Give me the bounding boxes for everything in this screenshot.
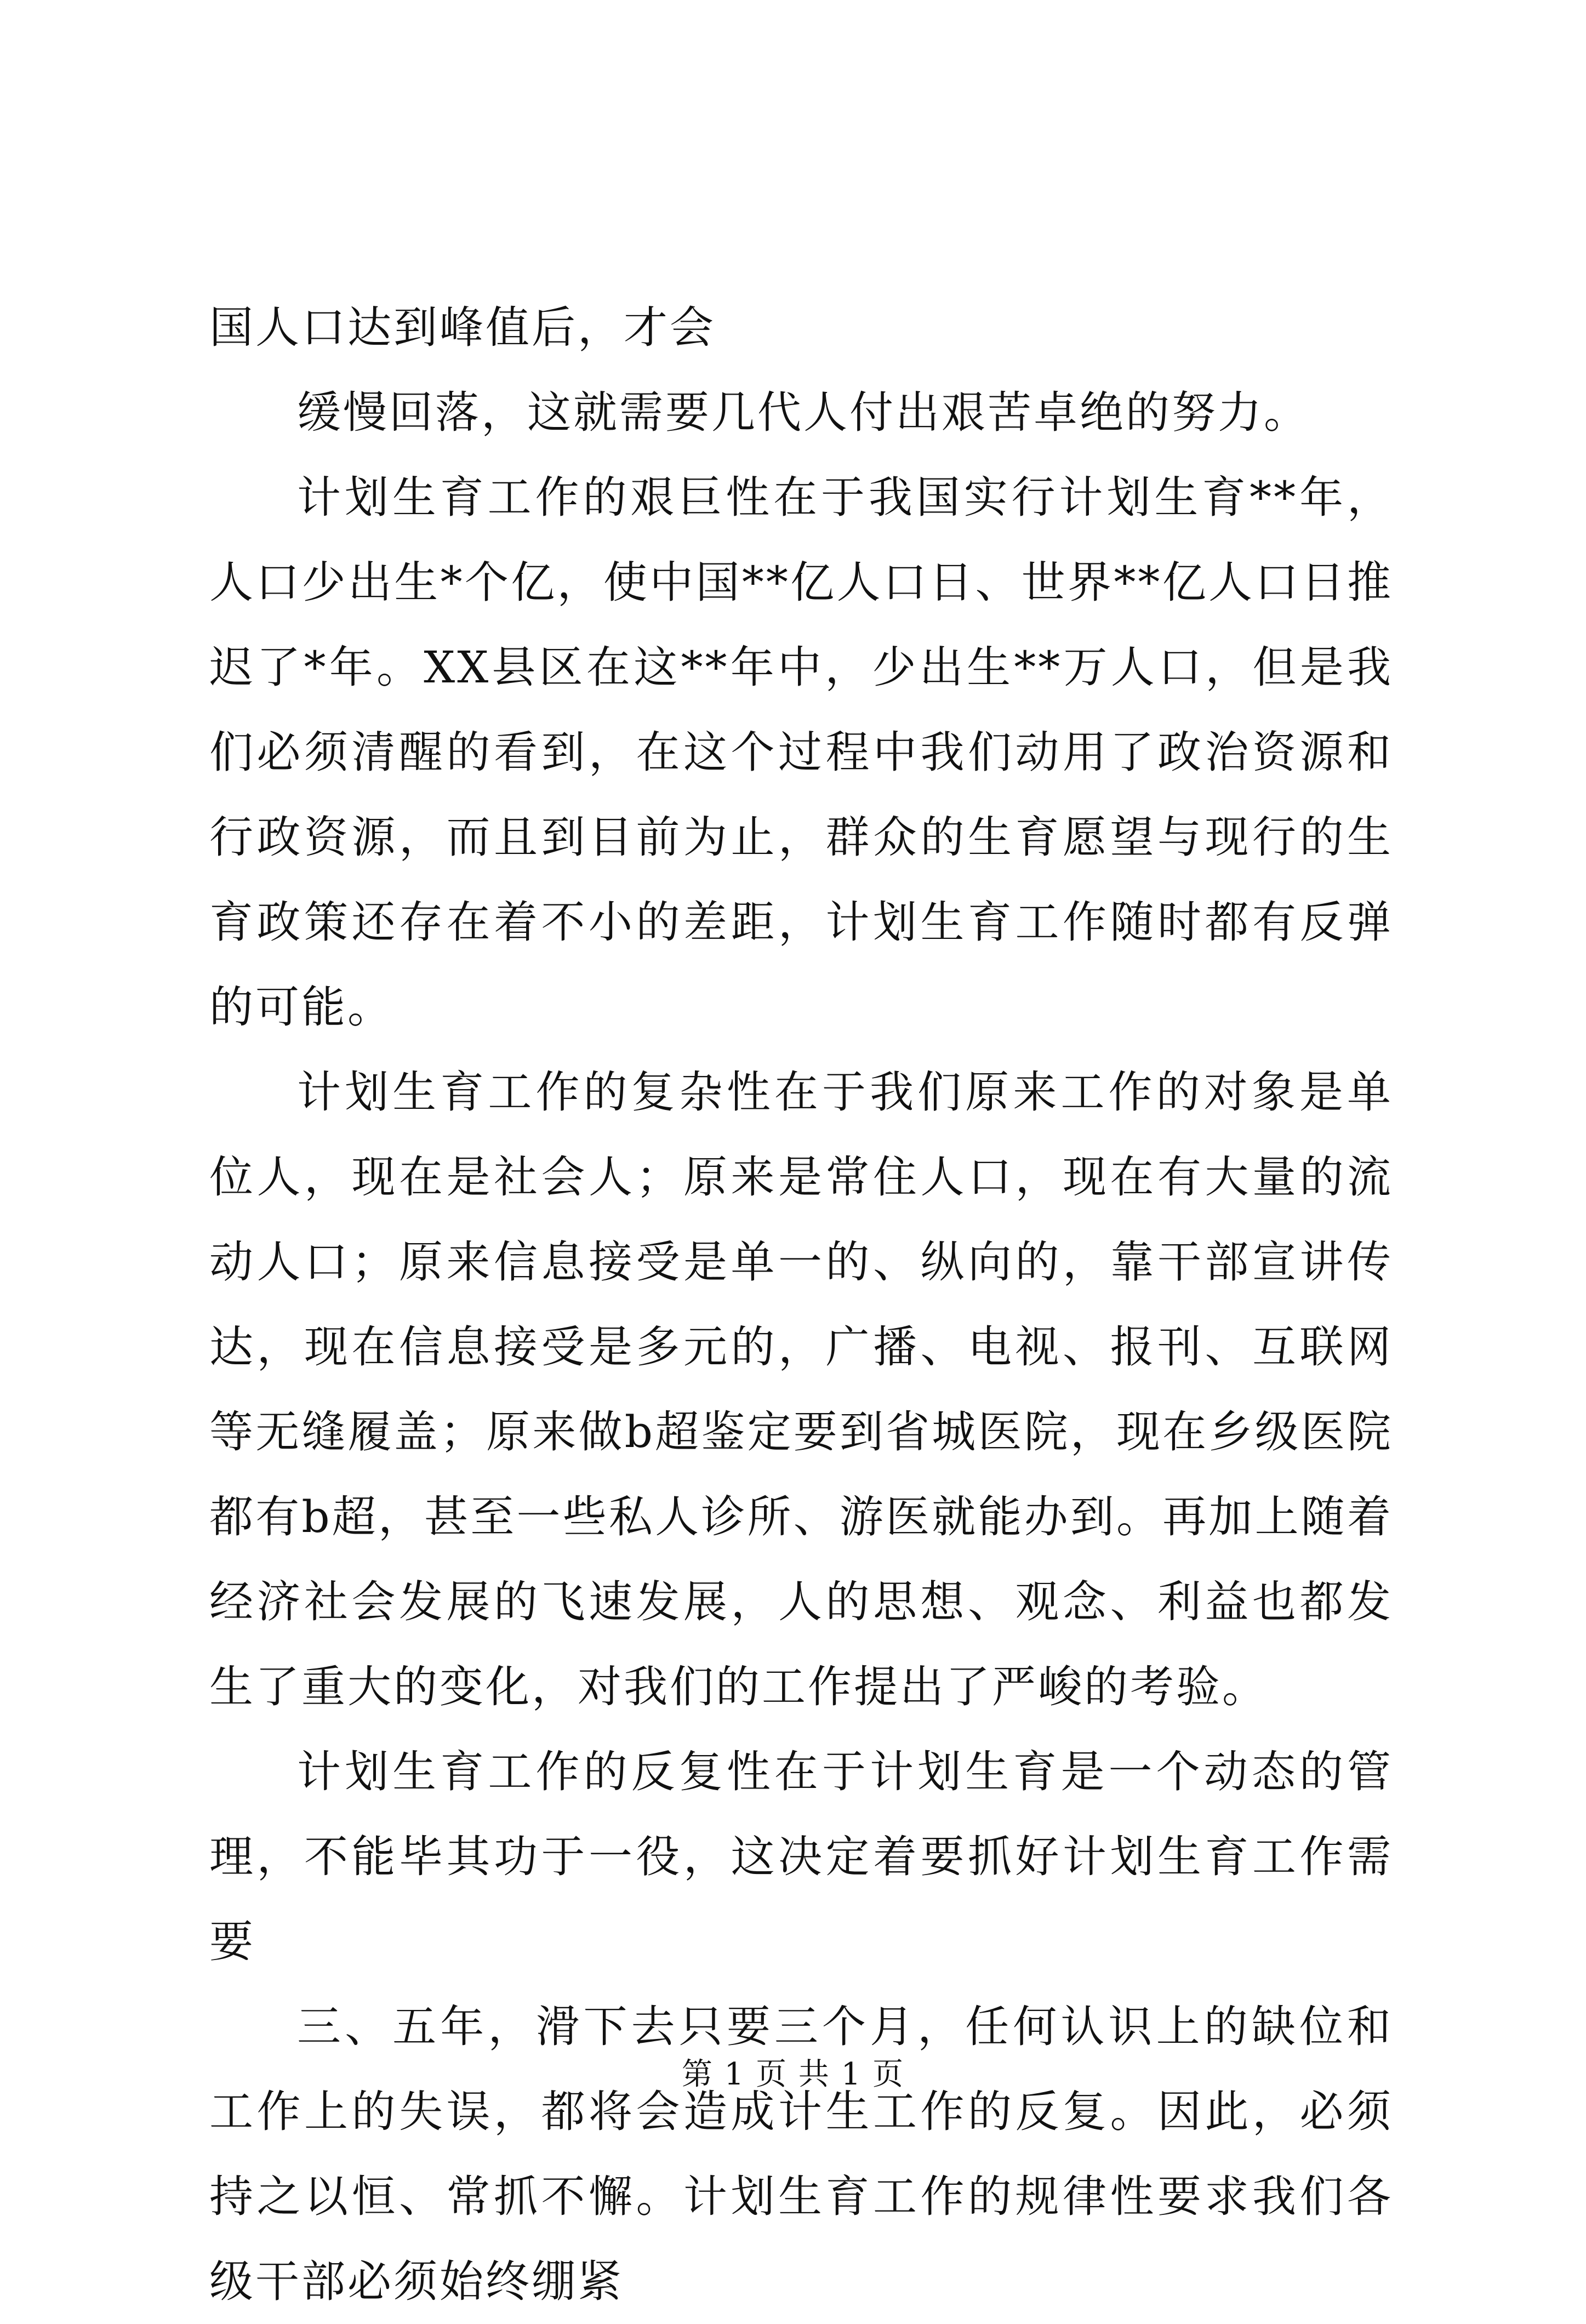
paragraph-1: 国人口达到峰值后，才会	[209, 302, 716, 353]
document-body	[209, 285, 1393, 2324]
paragraph-4: 计划生育工作的复杂性在于我们原来工作的对象是单位人，现在是社会人；原来是常住人口，现在有大量的流动人口；原来信息接受是单一的、纵向的，靠干部宣讲传达，现在信息接受是多元的，广播、电视、报刊、互联网等无缝履盖；原来做b超鉴定要到省城医院，现在乡级医院都有b超，甚至一些私人诊所、游医就能办到。再加上随着经济社会发展的飞速发展，人的思想、观念、利益也都发生了重大的变化，对我们的工作提出了严峻的考验。	[209, 1067, 1393, 1712]
paragraph-6: 三、五年，滑下去只要三个月，任何认识上的缺位和工作上的失误，都将会造成计生工作的反复。因此，必须持之以恒、常抓不懈。计划生育工作的规律性要求我们各级干部必须始终绷紧	[209, 2001, 1393, 2307]
page-footer: 第 1 页 共 1 页	[681, 2057, 905, 2092]
paragraph-3: 计划生育工作的艰巨性在于我国实行计划生育**年，人口少出生*个亿，使中国**亿人口日、世界**亿人口日推迟了*年。XX县区在这**年中，少出生**万人口，但是我们必须清醒的看到，在这个过程中我们动用了政治资源和行政资源，而且到目前为止，群众的生育愿望与现行的生育政策还存在着不小的差距，计划生育工作随时都有反弹的可能。	[209, 472, 1393, 1033]
paragraph-2: 缓慢回落，这就需要几代人付出艰苦卓绝的努力。	[297, 387, 1310, 438]
paragraph-5: 计划生育工作的反复性在于计划生育是一个动态的管理，不能毕其功于一役，这决定着要抓好计划生育工作需要	[209, 1746, 1393, 1967]
